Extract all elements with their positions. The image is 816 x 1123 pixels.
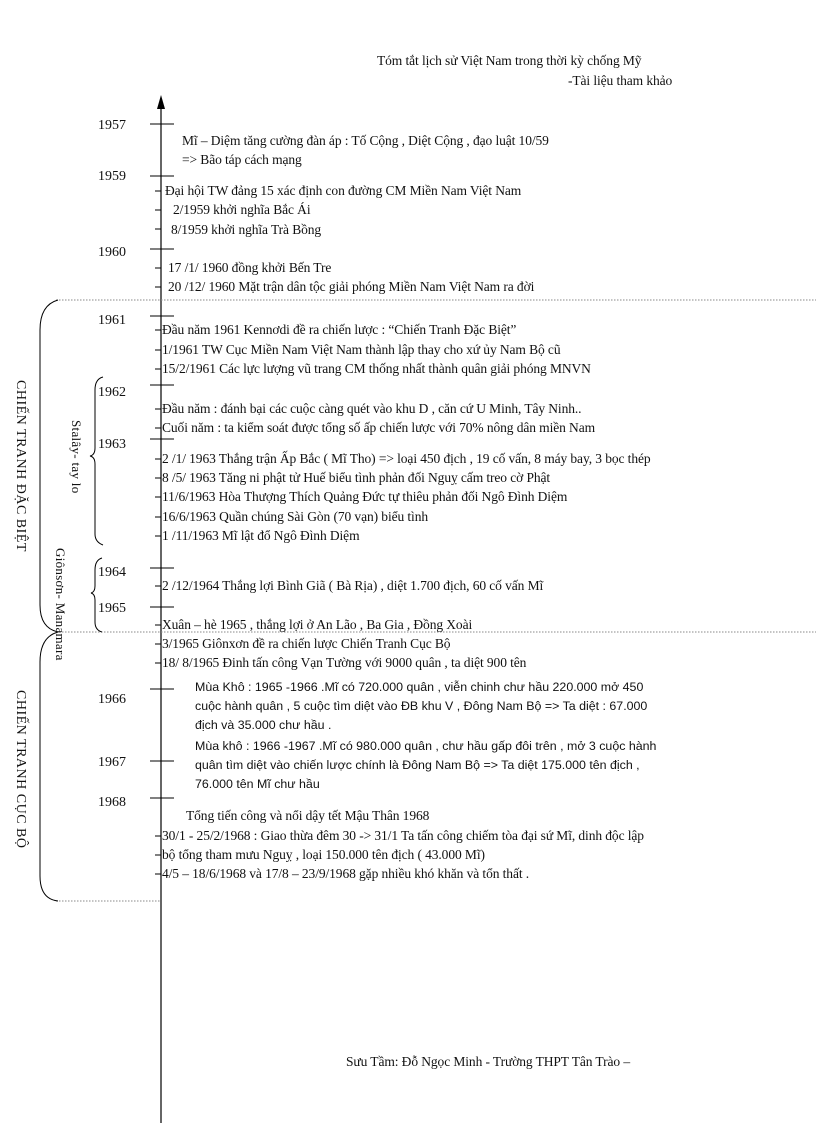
side-label-special-war: CHIẾN TRANH ĐẶC BIỆT (13, 380, 28, 552)
event-line: địch và 35.000 chư hầu . (195, 718, 332, 732)
event-line: Đầu năm : đánh bại các cuộc càng quét vào khu D , căn cứ U Minh, Tây Ninh.. (162, 401, 582, 416)
event-line: 20 /12/ 1960 Mặt trận dân tộc giải phóng Miền Nam Việt Nam ra đời (168, 279, 535, 294)
side-label-local-war: CHIẾN TRANH CỤC BỘ (13, 690, 28, 849)
event-line: Xuân – hè 1965 , thắng lợi ở An Lão , Ba Gia , Đồng Xoài (162, 617, 473, 632)
event-line: Đại hội TW đảng 15 xác định con đường CM Miền Nam Việt Nam (165, 183, 522, 198)
year-label: 1959 (98, 169, 126, 184)
brace-local-war (40, 632, 58, 901)
event-line: cuộc hành quân , 5 cuộc tìm diệt vào ĐB khu V , Đông Nam Bộ => Ta diệt : 67.000 (195, 699, 648, 713)
year-label: 1960 (98, 245, 126, 260)
event-line: Tổng tiến công và nổi dậy tết Mậu Thân 1968 (186, 808, 430, 823)
event-line: 30/1 - 25/2/1968 : Giao thừa đêm 30 -> 31/1 Ta tấn công chiếm tòa đại sứ Mĩ, dinh độc lập (162, 828, 644, 843)
event-line: Đầu năm 1961 Kennơdi đề ra chiến lược : “Chiến Tranh Đặc Biệt” (162, 322, 517, 337)
event-line: 2 /1/ 1963 Thắng trận Ấp Bắc ( Mĩ Tho) => loại 450 địch , 19 cố vấn, 8 máy bay, 3 bọc thép (162, 451, 651, 466)
event-line: 8/1959 khởi nghĩa Trà Bồng (171, 222, 322, 237)
year-label: 1962 (98, 385, 126, 400)
brace-staley (90, 377, 103, 545)
year-label: 1965 (98, 601, 126, 616)
event-line: 8 /5/ 1963 Tăng ni phật tử Huế biểu tình phản đối Nguỵ cấm treo cờ Phật (162, 470, 551, 485)
event-line: 76.000 tên Mĩ chư hầu (195, 777, 320, 791)
year-label: 1964 (98, 565, 126, 580)
year-label: 1957 (98, 118, 126, 133)
event-line: Mùa khô : 1966 -1967 .Mĩ có 980.000 quân , chư hầu gấp đôi trên , mở 3 cuộc hành (195, 739, 657, 753)
event-line: 2 /12/1964 Thắng lợi Bình Giã ( Bà Rịa) , diệt 1.700 địch, 60 cố vấn Mĩ (162, 578, 544, 593)
year-label: 1967 (98, 755, 126, 770)
event-line: 17 /1/ 1960 đồng khởi Bến Tre (168, 260, 332, 275)
event-line: 4/5 – 18/6/1968 và 17/8 – 23/9/1968 gặp nhiều khó khăn và tổn thất . (162, 866, 530, 881)
event-line: 16/6/1963 Quần chúng Sài Gòn (70 vạn) biểu tình (162, 509, 429, 524)
side-label-staley-plan: Stalây- tay lo (69, 420, 84, 494)
event-line: Cuối năm : ta kiểm soát được tổng số ấp chiến lược với 70% nông dân miền Nam (162, 420, 595, 435)
event-line: => Bão táp cách mạng (182, 152, 302, 167)
year-label: 1966 (98, 692, 126, 707)
event-line: 2/1959 khởi nghĩa Bắc Ái (173, 202, 311, 217)
page-subtitle: -Tài liệu tham khảo (568, 73, 673, 88)
event-line: 1/1961 TW Cục Miền Nam Việt Nam thành lập thay cho xứ ủy Nam Bộ cũ (162, 342, 561, 357)
year-label: 1963 (98, 437, 126, 452)
event-line: 1 /11/1963 Mĩ lật đổ Ngô Đình Diệm (162, 528, 360, 543)
event-line: quân tìm diệt vào chiến lược chính là Đông Nam Bộ => Ta diệt 175.000 tên địch , (195, 758, 640, 772)
year-label: 1968 (98, 795, 126, 810)
year-label: 1961 (98, 313, 126, 328)
event-line: Mĩ – Diệm tăng cường đàn áp : Tố Cộng , Diệt Cộng , đạo luật 10/59 (182, 133, 549, 148)
event-line: 11/6/1963 Hòa Thượng Thích Quảng Đức tự thiêu phản đối Ngô Đình Diệm (162, 489, 568, 504)
footer-credit: Sưu Tầm: Đỗ Ngọc Minh - Trường THPT Tân Trào – (346, 1054, 630, 1069)
side-label-johnson-plan: Giônsơn- Manamara (53, 548, 68, 661)
event-line: 3/1965 Giônxơn đề ra chiến lược Chiến Tranh Cục Bộ (162, 636, 451, 651)
event-line: bộ tổng tham mưu Nguỵ , loại 150.000 tên địch ( 43.000 Mĩ) (162, 847, 485, 862)
event-line: 15/2/1961 Các lực lượng vũ trang CM thống nhất thành quân giải phóng MNVN (162, 361, 591, 376)
event-ticks (155, 191, 161, 874)
timeline-arrow (157, 95, 165, 109)
event-line: 18/ 8/1965 Đinh tấn công Vạn Tường với 9000 quân , ta diệt 900 tên (162, 655, 527, 670)
page-title: Tóm tắt lịch sử Việt Nam trong thời kỳ chống Mỹ (377, 53, 642, 68)
event-line: Mùa Khô : 1965 -1966 .Mĩ có 720.000 quân , viễn chinh chư hầu 220.000 mở 450 (195, 680, 644, 694)
